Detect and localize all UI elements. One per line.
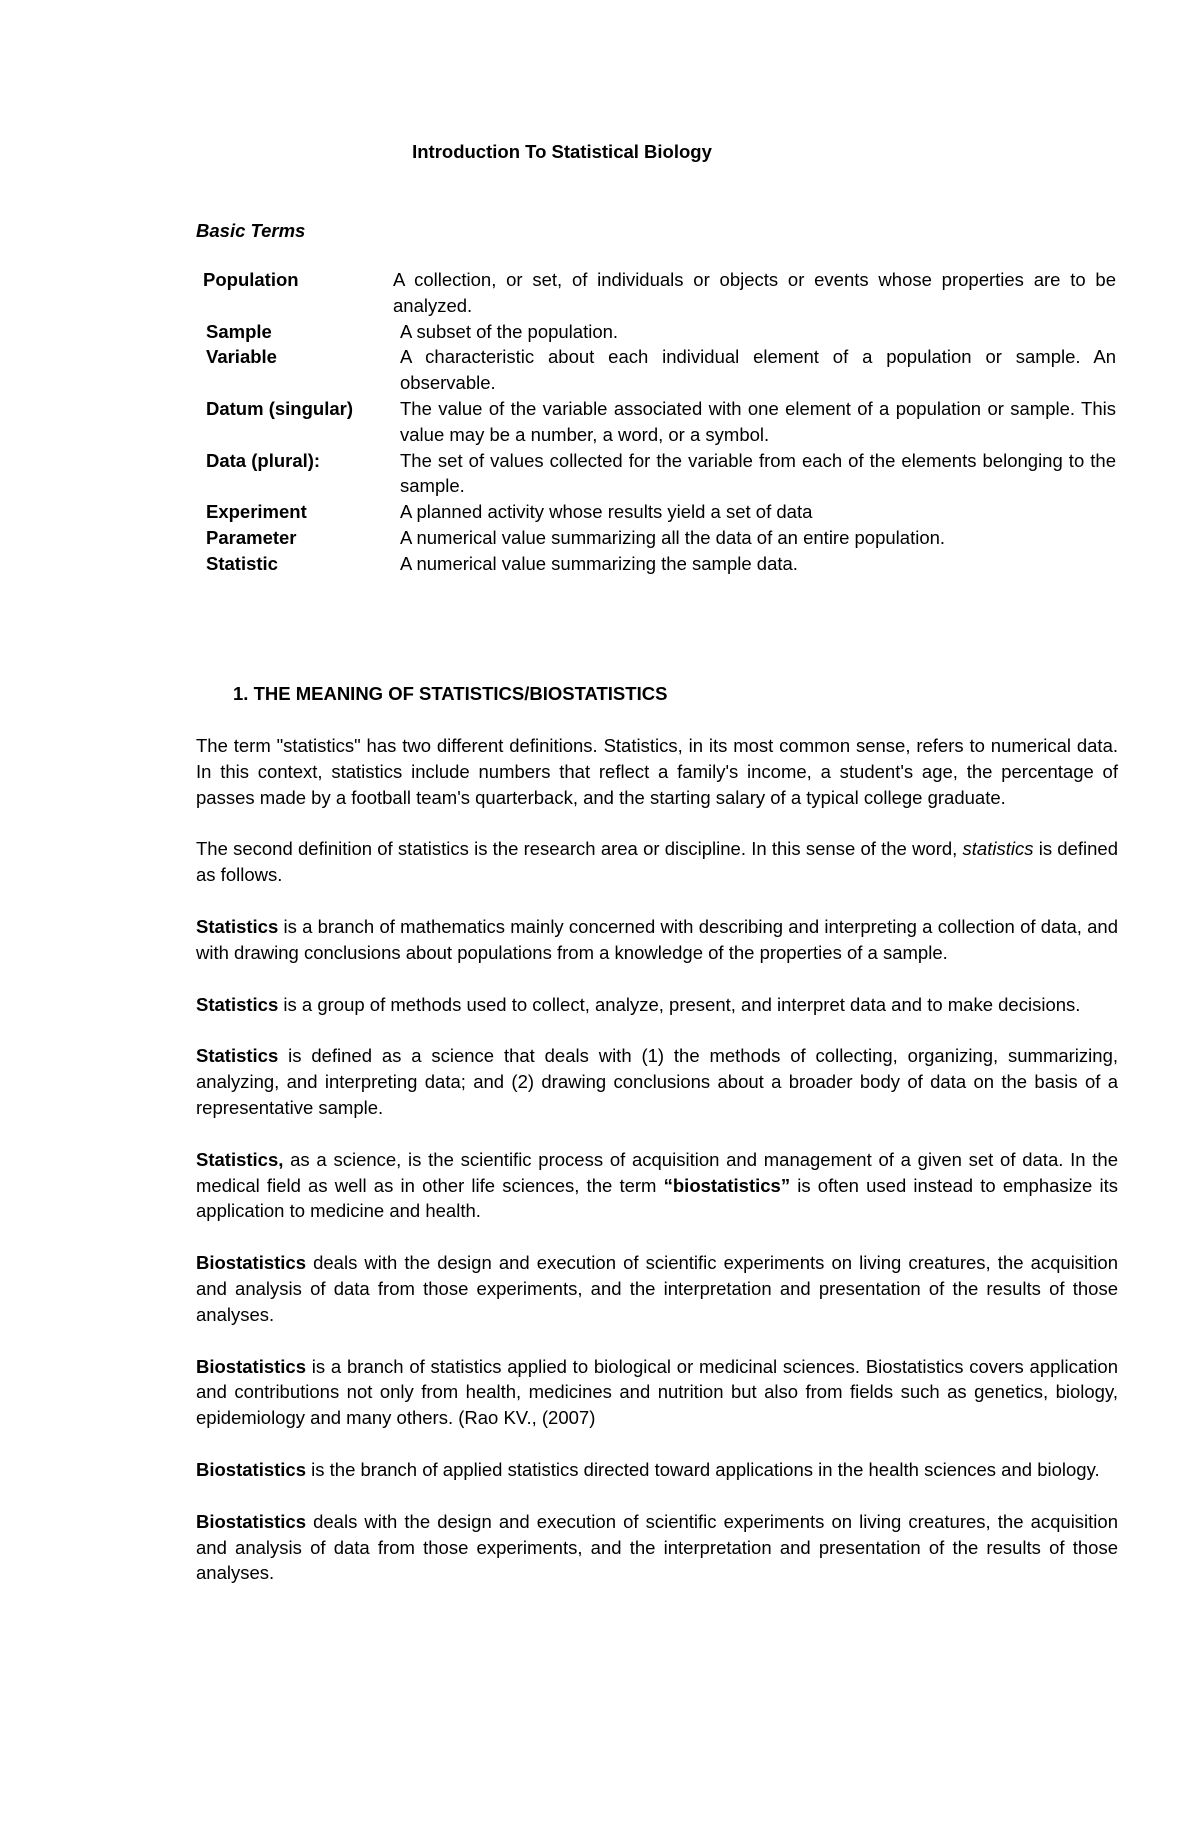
bold-term: Statistics xyxy=(196,1045,279,1067)
term-row xyxy=(0,448,1200,500)
paragraph xyxy=(196,1457,1118,1483)
basic-terms-heading: Basic Terms xyxy=(196,220,306,241)
bold-term: “biostatistics” xyxy=(663,1174,791,1196)
basic-terms-list xyxy=(0,267,1200,577)
term-name: Experiment xyxy=(206,501,307,523)
paragraph-text: deals with the design and execution of scientific experiments on living creatures, the acquisition and analysis of data from those experiments, and the interpretation and presentation of the results of those analyses. xyxy=(196,1510,1118,1584)
paragraph-text: is a group of methods used to collect, analyze, present, and interpret data and to make decisions. xyxy=(278,993,1081,1015)
paragraph xyxy=(196,836,1118,888)
paragraph-text: as a science, is the scientific process of acquisition and management of a given set of data. In the medical field as well as in other life sciences, the term xyxy=(196,1148,1118,1196)
term-row xyxy=(0,396,1200,448)
paragraph-text: is defined as follows. xyxy=(196,838,1118,886)
term-name: Variable xyxy=(206,346,277,368)
bold-term: Biostatistics xyxy=(196,1252,307,1274)
bold-term: Biostatistics xyxy=(196,1458,307,1480)
term-name: Population xyxy=(203,269,299,290)
paragraph xyxy=(196,992,1118,1018)
document-title: Introduction To Statistical Biology xyxy=(412,141,712,162)
term-definition: A collection, or set, of individuals or objects or events whose properties are to be analyzed. xyxy=(393,269,1116,316)
term-row xyxy=(0,499,1200,525)
paragraph-text: is often used instead to emphasize its application to medicine and health. xyxy=(196,1174,1118,1222)
section-heading: 1. THE MEANING OF STATISTICS/BIOSTATISTICS xyxy=(233,683,668,704)
term-definition: The set of values collected for the variable from each of the elements belonging to the sample. xyxy=(400,449,1116,497)
term-name: Parameter xyxy=(206,526,297,548)
emphasis-term: statistics xyxy=(962,838,1034,860)
term-name: Statistic xyxy=(206,552,278,574)
term-definition: A planned activity whose results yield a set of data xyxy=(400,501,813,523)
paragraph xyxy=(196,1043,1118,1120)
paragraph-text: The second definition of statistics is the research area or discipline. In this sense of the word, xyxy=(196,838,963,860)
paragraph xyxy=(196,914,1118,966)
section-body xyxy=(196,733,1118,1612)
term-name: Sample xyxy=(206,320,272,342)
term-definition: A numerical value summarizing all the data of an entire population. xyxy=(400,526,946,548)
term-definition: A characteristic about each individual element of a population or sample. An observable. xyxy=(400,346,1116,394)
term-row xyxy=(0,344,1200,396)
term-row xyxy=(0,319,1200,345)
paragraph-text: is the branch of applied statistics directed toward applications in the health sciences and biology. xyxy=(306,1458,1100,1480)
term-row xyxy=(0,267,1200,319)
paragraph-text: is a branch of mathematics mainly concerned with describing and interpreting a collection of data, and with drawing conclusions about populations from a knowledge of the properties of a sample. xyxy=(196,915,1118,963)
paragraph-text: The term "statistics" has two different definitions. Statistics, in its most common sense, refers to numerical data. In this context, statistics include numbers that reflect a family's income, a student's age, the percentage of passes made by a football team's quarterback, and the starting salary of a typical college graduate. xyxy=(196,735,1118,808)
paragraph xyxy=(196,1509,1118,1586)
paragraph xyxy=(196,1147,1118,1224)
term-name: Datum (singular) xyxy=(206,397,353,419)
term-row xyxy=(0,525,1200,551)
paragraph-text: is a branch of statistics applied to biological or medicinal sciences. Biostatistics covers application and contributions not only from health, medicines and nutrition but also from fields such as genetics, biology, epidemiology and many others. (Rao KV., (2007) xyxy=(196,1355,1118,1429)
paragraph-text: deals with the design and execution of scientific experiments on living creatures, the acquisition and analysis of data from those experiments, and the interpretation and presentation of the results of those analyses. xyxy=(196,1252,1118,1325)
bold-term: Statistics xyxy=(196,993,279,1015)
term-definition: A numerical value summarizing the sample data. xyxy=(400,552,798,574)
bold-term: Biostatistics xyxy=(196,1355,307,1377)
paragraph xyxy=(196,733,1118,810)
paragraph-text: is defined as a science that deals with (1) the methods of collecting, organizing, summarizing, analyzing, and interpreting data; and (2) drawing conclusions about a broader body of data on the basis of a representative sample. xyxy=(196,1045,1118,1118)
term-row xyxy=(0,551,1200,577)
term-definition: A subset of the population. xyxy=(400,320,619,342)
paragraph xyxy=(196,1354,1118,1431)
term-name: Data (plural): xyxy=(206,449,321,471)
bold-term: Statistics xyxy=(196,915,279,937)
paragraph xyxy=(196,1250,1118,1327)
bold-term: Biostatistics xyxy=(196,1510,307,1532)
term-definition: The value of the variable associated with one element of a population or sample. This value may be a number, a word, or a symbol. xyxy=(400,397,1116,445)
bold-term: Statistics, xyxy=(196,1148,284,1170)
